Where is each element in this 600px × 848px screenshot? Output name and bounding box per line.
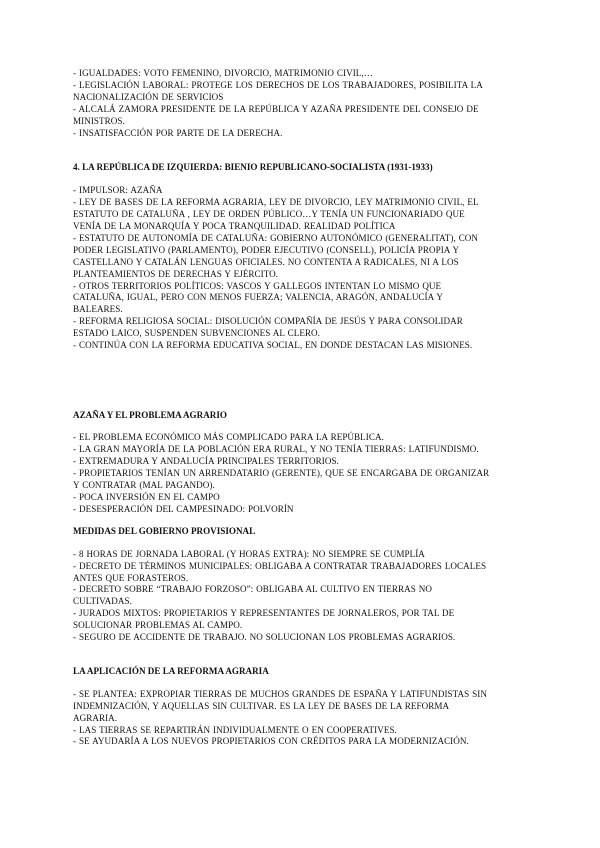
text-line: - OTROS TERRITORIOS POLÍTICOS: VASCOS Y GALLEGOS INTENTAN LO MISMO QUE	[73, 280, 442, 291]
text-line: CULTIVADAS.	[73, 596, 132, 607]
text-line: INDEMNIZACIÓN, Y AQUELLAS SIN CULTIVAR. ES LA LEY DE BASES DE LA REFORMA	[73, 700, 450, 711]
text-line: - REFORMA RELIGIOSA SOCIAL: DISOLUCIÓN COMPAÑÍA DE JESÚS Y PARA CONSOLIDAR	[73, 316, 463, 327]
text-line: ESTATUTO DE CATALUÑA , LEY DE ORDEN PÚBLICO…Y TENÍA UN FUNCIONARIADO QUE	[73, 209, 465, 220]
text-line: - POCA INVERSIÓN EN EL CAMPO	[73, 492, 220, 502]
section-heading: 4. LA REPÚBLICA DE IZQUIERDA: BIENIO REPUBLICANO-SOCIALISTA (1931-1933)	[73, 162, 433, 173]
text-line: - EXTREMADURA Y ANDALUCÍA PRINCIPALES TERRITORIOS.	[73, 456, 339, 467]
text-line: ESTADO LAICO, SUSPENDEN SUBVENCIONES AL CLERO.	[73, 328, 320, 339]
text-line: - ALCALÁ ZAMORA PRESIDENTE DE LA REPÚBLICA Y AZAÑA PRESIDENTE DEL CONSEJO DE	[73, 103, 479, 114]
text-line	[73, 644, 520, 656]
text-line	[73, 388, 520, 400]
text-line: - ESTATUTO DE AUTONOMÍA DE CATALUÑA: GOBIERNO AUTONÓMICO (GENERALITAT), CON	[73, 232, 479, 243]
text-line: - SEGURO DE ACCIDENTE DE TRABAJO. NO SOLUCIONAN LOS PROBLEMAS AGRARIOS.	[73, 632, 456, 643]
text-line: PLANTEAMIENTOS DE DERECHAS Y EJÉRCITO.	[73, 268, 279, 279]
text-line: SOLUCIONAR PROBLEMAS AL CAMPO.	[73, 620, 243, 631]
text-line: MINISTROS.	[73, 115, 125, 126]
text-line: - CONTINÚA CON LA REFORMA EDUCATIVA SOCIAL, EN DONDE DESTACAN LAS MISIONES.	[73, 340, 473, 351]
text-line: Y CONTRATAR (MAL PAGANDO).	[73, 480, 215, 491]
text-line: BALEARES.	[73, 304, 123, 315]
text-line: - LEGISLACIÓN LABORAL: PROTEGE LOS DERECHOS DE LOS TRABAJADORES, POSIBILITA LA	[73, 79, 483, 90]
text-line	[73, 139, 520, 151]
section-body	[73, 432, 520, 515]
text-line	[73, 376, 520, 388]
section-body	[73, 185, 520, 399]
text-line: - DESESPERACIÓN DEL CAMPESINADO: POLVORÍN	[73, 503, 294, 514]
text-line: PODER LEGISLATIVO (PARLAMENTO), PODER EJECUTIVO (CONSELL), POLICÍA PROPIA Y	[73, 244, 460, 255]
section-body	[73, 549, 520, 656]
text-line: VENÍA DE LA MONARQUÍA Y POCA TRANQUILIDAD. REALIDAD POLÍTICA	[73, 220, 396, 231]
text-line: CASTELLANO Y CATALÁN LENGUAS OFICIALES. NO CONTENTA A RADICALES, NI A LOS	[73, 256, 459, 267]
text-line	[73, 352, 520, 364]
text-line: - IGUALDADES: VOTO FEMENINO, DIVORCIO, MATRIMONIO CIVIL,…	[73, 68, 373, 78]
text-line: - JURADOS MIXTOS: PROPIETARIOS Y REPRESENTANTES DE JORNALEROS, POR TAL DE	[73, 608, 455, 619]
text-line: CATALUÑA, IGUAL, PERO CON MENOS FUERZA; VALENCIA, ARAGÓN, ANDALUCÍA Y	[73, 292, 443, 303]
text-line: - EL PROBLEMA ECONÓMICO MÁS COMPLICADO PARA LA REPÚBLICA.	[73, 432, 384, 443]
text-line	[73, 364, 520, 376]
text-line: - LAS TIERRAS SE REPARTIRÁN INDIVIDUALMENTE O EN COOPERATIVES.	[73, 724, 397, 735]
text-line: ANTES QUE FORASTEROS.	[73, 572, 189, 583]
intro-block	[73, 68, 520, 151]
text-line: - LEY DE BASES DE LA REFORMA AGRARIA, LEY DE DIVORCIO, LEY MATRIMONIO CIVIL, EL	[73, 197, 479, 208]
text-line: - 8 HORAS DE JORNADA LABORAL (Y HORAS EXTRA): NO SIEMPRE SE CUMPLÍA	[73, 548, 425, 559]
section-body	[73, 689, 520, 749]
text-line: - LA GRAN MAYORÍA DE LA POBLACIÓN ERA RURAL, Y NO TENÍA TIERRAS: LATIFUNDISMO.	[73, 444, 479, 455]
text-line: - INSATISFACCIÓN POR PARTE DE LA DERECHA.	[73, 127, 283, 138]
text-line: - DECRETO SOBRE “TRABAJO FORZOSO”: OBLIGABA AL CULTIVO EN TIERRAS NO	[73, 584, 433, 595]
text-line: NACIONALIZACIÓN DE SERVICIOS	[73, 91, 224, 102]
text-line: AGRARIA.	[73, 712, 118, 723]
text-line: - SE PLANTEA: EXPROPIAR TIERRAS DE MUCHOS GRANDES DE ESPAÑA Y LATIFUNDISTAS SIN	[73, 688, 487, 699]
section-heading: LA APLICACIÓN DE LA REFORMA AGRARIA	[73, 665, 269, 676]
section-heading: AZAÑA Y EL PROBLEMA AGRARIO	[73, 409, 227, 420]
text-line: - DECRETO DE TÉRMINOS MUNICIPALES: OBLIGABA A CONTRATAR TRABAJADORES LOCALES	[73, 560, 487, 571]
text-line: - SE AYUDARÍA A LOS NUEVOS PROPIETARIOS CON CRÉDITOS PARA LA MODERNIZACIÓN.	[73, 736, 469, 747]
text-line: - IMPULSOR: AZAÑA	[73, 185, 163, 196]
text-line: - PROPIETARIOS TENÍAN UN ARRENDATARIO (GERENTE), QUE SE ENCARGABA DE ORGANIZAR	[73, 468, 490, 479]
section-heading: MEDIDAS DEL GOBIERNO PROVISIONAL	[73, 525, 256, 536]
